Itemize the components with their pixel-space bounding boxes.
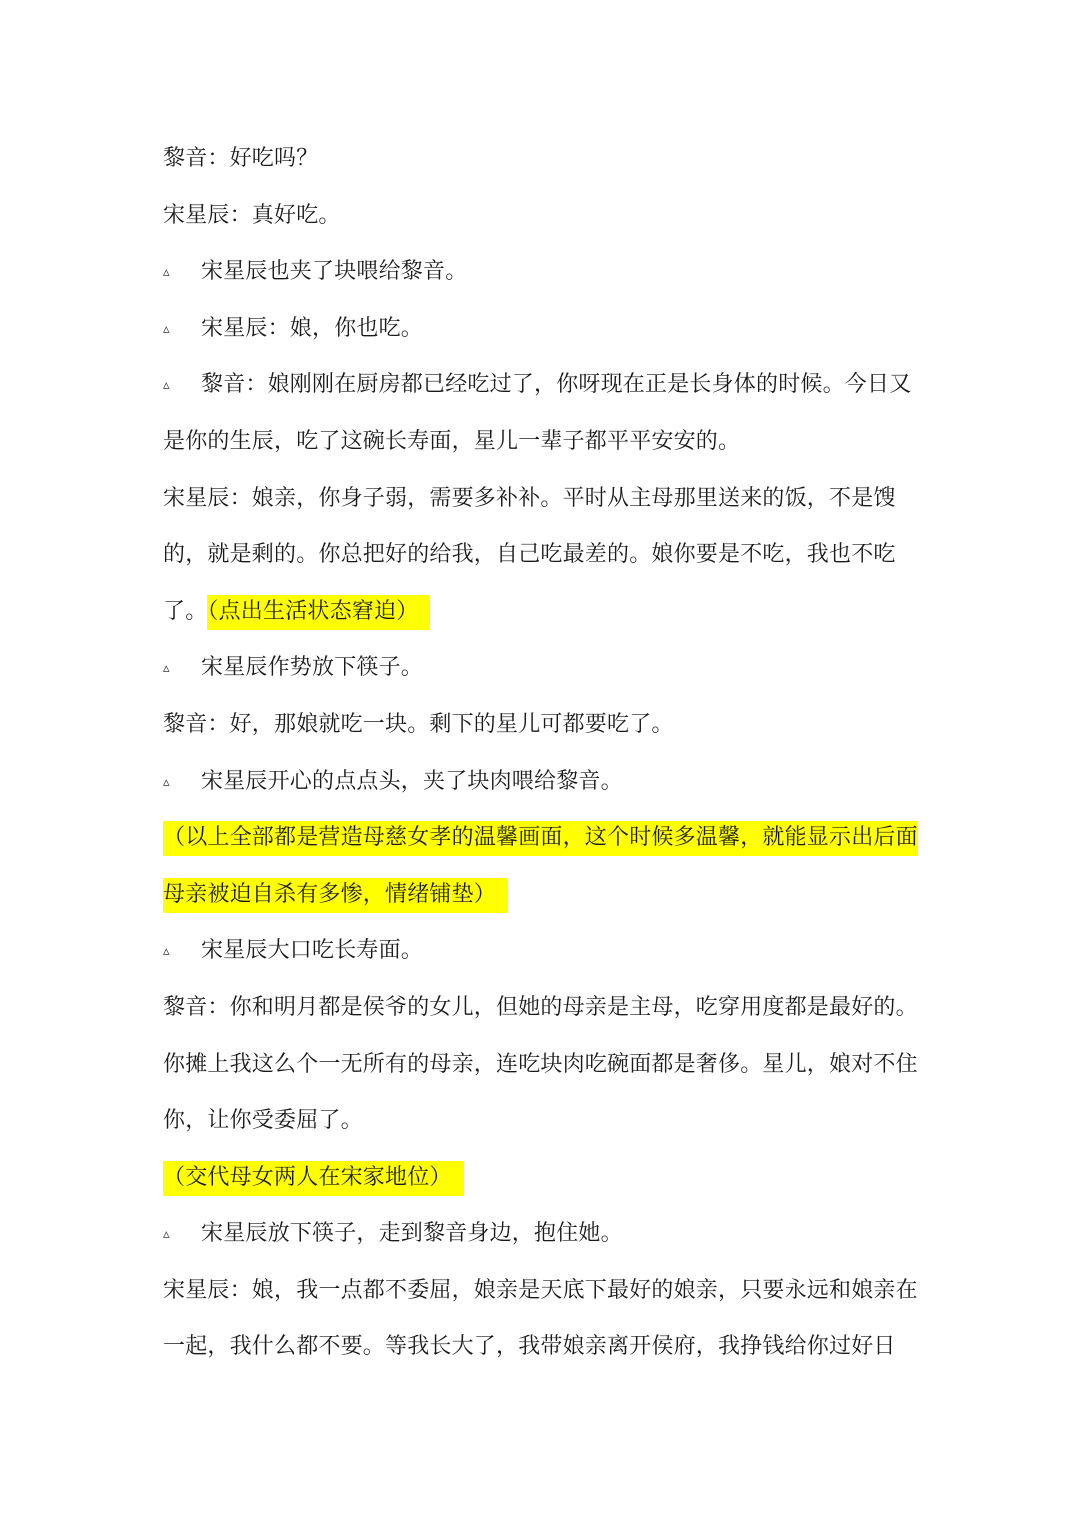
- action-line: [163, 923, 908, 980]
- action-text: 宋星辰开心的点点头，夹了块肉喂给黎音。: [201, 768, 623, 794]
- triangle-icon: ▵: [163, 265, 170, 281]
- continuation-text: 一起，我什么都不要。等我长大了，我带娘亲离开侯府，我挣钱给你过好日: [163, 1334, 896, 1360]
- dialogue-text: 黎音：好吃吗？: [163, 146, 319, 171]
- continuation-text: 了。: [163, 598, 208, 624]
- note-line: [163, 810, 918, 867]
- dialogue-line: [163, 697, 908, 754]
- dialogue-line: [163, 131, 908, 188]
- action-line: [163, 754, 908, 811]
- dialogue-line: [163, 188, 908, 245]
- continuation-text: 的，就是剩的。你总把好的给我，自己吃最差的。娘你要是不吃，我也不吃: [163, 542, 896, 568]
- note-line: [163, 867, 908, 924]
- highlighted-note: （交代母女两人在宋家地位）: [163, 1161, 464, 1196]
- action-text: 宋星辰放下筷子，走到黎音身边，抱住她。: [201, 1221, 623, 1247]
- dialogue-text: 宋星辰：真好吃。: [163, 202, 341, 228]
- continuation-line: [163, 584, 908, 641]
- dialogue-text: 黎音：好，那娘就吃一块。剩下的星儿可都要吃了。: [163, 711, 674, 737]
- dialogue-line: [163, 980, 918, 1037]
- triangle-icon: ▵: [163, 944, 170, 960]
- action-text: 宋星辰：娘，你也吃。: [201, 315, 424, 341]
- continuation-line: [163, 414, 908, 471]
- action-text: 宋星辰大口吃长寿面。: [201, 938, 424, 964]
- continuation-line: [163, 1037, 918, 1094]
- triangle-icon: ▵: [163, 661, 170, 677]
- triangle-icon: ▵: [163, 378, 170, 394]
- dialogue-line: [163, 1263, 918, 1320]
- action-text: 宋星辰也夹了块喂给黎音。: [201, 259, 468, 285]
- script-text-body: [163, 131, 918, 1376]
- highlighted-note: （点出生活状态窘迫）: [207, 595, 430, 630]
- action-line: [163, 1206, 908, 1263]
- dialogue-text: 宋星辰：娘，我一点都不委屈，娘亲是天底下最好的娘亲，只要永远和娘亲在: [163, 1277, 918, 1303]
- continuation-text: 你摊上我这么个一无所有的母亲，连吃块肉吃碗面都是奢侈。星儿，娘对不住: [163, 1051, 918, 1077]
- continuation-line: [163, 1093, 908, 1150]
- note-line: [163, 1150, 908, 1207]
- dialogue-line: [163, 471, 908, 528]
- highlighted-note: （以上全部都是营造母慈女孝的温馨画面，这个时候多温馨，就能显示出后面: [163, 821, 918, 856]
- continuation-line: [163, 1319, 908, 1376]
- action-line: [163, 640, 908, 697]
- action-line: [163, 301, 908, 358]
- triangle-icon: ▵: [163, 321, 170, 337]
- action-line: [163, 357, 912, 414]
- dialogue-text: 黎音：你和明月都是侯爷的女儿，但她的母亲是主母，吃穿用度都是最好的。: [163, 994, 918, 1020]
- action-text: 宋星辰作势放下筷子。: [201, 655, 424, 681]
- action-line: [163, 244, 908, 301]
- continuation-text: 是你的生辰，吃了这碗长寿面，星儿一辈子都平平安安的。: [163, 428, 741, 454]
- triangle-icon: ▵: [163, 1227, 170, 1243]
- highlighted-note: 母亲被迫自杀有多惨，情绪铺垫）: [163, 878, 508, 913]
- continuation-line: [163, 527, 908, 584]
- action-text: 黎音：娘刚刚在厨房都已经吃过了，你呀现在正是长身体的时候。今日又: [201, 372, 912, 398]
- triangle-icon: ▵: [163, 774, 170, 790]
- dialogue-text: 宋星辰：娘亲，你身子弱，需要多补补。平时从主母那里送来的饭，不是馊: [163, 485, 896, 511]
- continuation-text: 你，让你受委屈了。: [163, 1108, 363, 1134]
